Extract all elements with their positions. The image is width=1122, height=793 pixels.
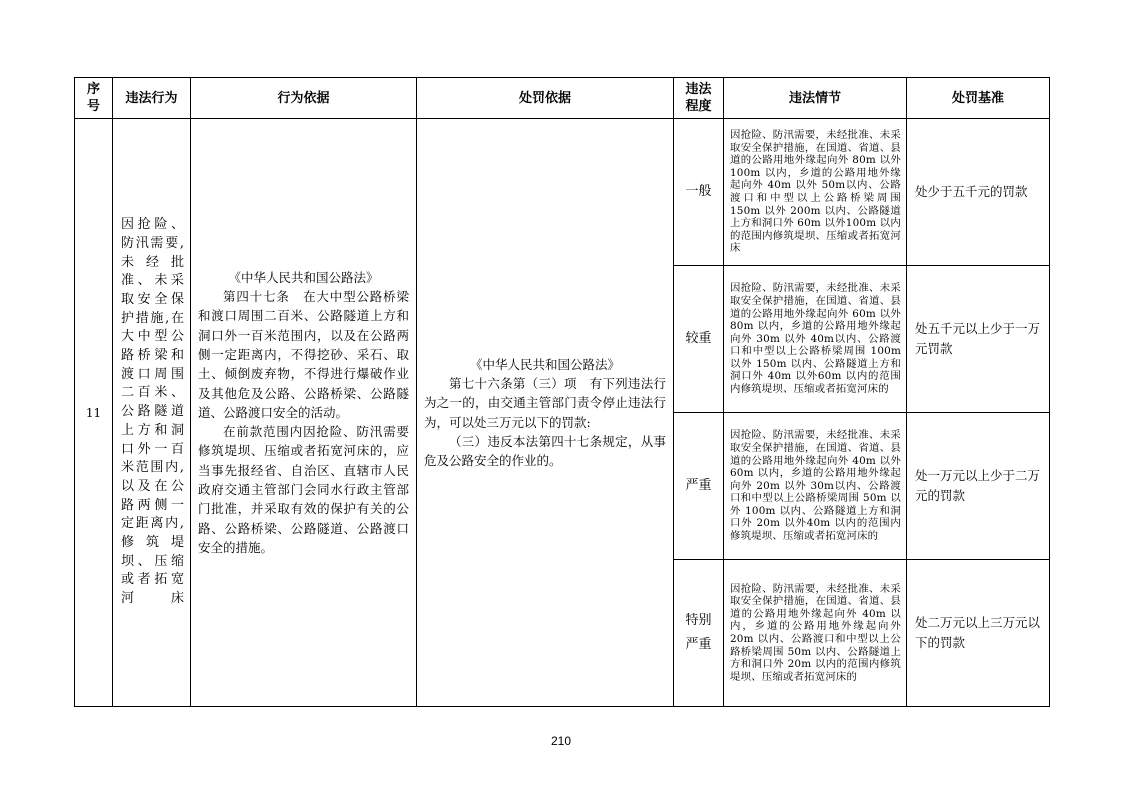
- standard-general: 处少于五千元的罚款: [907, 119, 1050, 266]
- circumstance-severe: 因抢险、防汛需要，未经批准、未采取安全保护措施，在国道、省道、县道的公路用地外缘起向外 40m 以外 60m 以内，乡道的公路用地外缘起向外 20m 以外 30m以内、公路渡口和中型以上公路桥梁周围 50m 以外 100m 以内、公路隧道上方和洞口外 20m 以外40m 以内的范围内修筑堤坝、压缩或者拓宽河床的: [724, 413, 907, 560]
- page-number: 210: [550, 734, 572, 748]
- header-no: 序号: [75, 78, 113, 119]
- header-degree: 违法程度: [674, 78, 724, 119]
- penalty-basis-law: 《中华人民共和国公路法》: [469, 356, 620, 372]
- header-punish: 处罚依据: [417, 78, 674, 119]
- degree-severe: 严重: [674, 413, 724, 560]
- standard-severe: 处一万元以上少于二万元的罚款: [907, 413, 1050, 560]
- table-row: [75, 119, 1050, 266]
- penalty-basis: [417, 119, 674, 707]
- standard-serious: 处五千元以上少于一万元罚款: [907, 266, 1050, 413]
- header-standard: 处罚基准: [907, 78, 1050, 119]
- behavior-basis-law: 《中华人民共和国公路法》: [228, 269, 379, 285]
- circumstance-serious: 因抢险、防汛需要，未经批准、未采取安全保护措施，在国道、省道、县道的公路用地外缘起向外 60m 以外 80m 以内，乡道的公路用地外缘起向外 30m 以外 40m以内、公路渡口和中型以上公路桥梁周围 100m 以外 150m 以内、公路隧道上方和洞口外 40m 以外60m 以内的范围内修筑堤坝、压缩或者拓宽河床的: [724, 266, 907, 413]
- violation-act-text: 因抢险、防汛需要,未经批准、未采取安全保护措施,在大中型公路桥梁和渡口周围二百米、公路隧道上方和洞口外一百米范围内,以及在公路两侧一定距离内,修筑堤坝、压缩或者拓宽河床: [121, 217, 184, 607]
- header-basis: 行为依据: [191, 78, 417, 119]
- behavior-basis: [191, 119, 417, 707]
- violation-act: [113, 119, 191, 707]
- standard-especially-severe: 处二万元以上三万元以下的罚款: [907, 560, 1050, 707]
- behavior-basis-article: 第四十七条 在大中型公路桥梁和渡口周围二百米、公路隧道上方和洞口外一百米范围内，以及在公路两侧一定距离内，不得挖砂、采石、取土、倾倒废弃物，不得进行爆破作业及其他危及公路、公路桥梁、公路隧道、公路渡口安全的活动。: [198, 289, 409, 420]
- degree-general: 一般: [674, 119, 724, 266]
- header-circumstance: 违法情节: [724, 78, 907, 119]
- circumstance-general: 因抢险、防汛需要，未经批准、未采取安全保护措施，在国道、省道、县道的公路用地外缘起向外 80m 以外 100m 以内，乡道的公路用地外缘起向外 40m 以外 50m以内、公路渡口和中型以上公路桥梁周围 150m 以外 200m 以内、公路隧道上方和洞口外 60m 以外100m 以内的范围内修筑堤坝、压缩或者拓宽河床: [724, 119, 907, 266]
- circumstance-especially-severe: 因抢险、防汛需要，未经批准、未采取安全保护措施，在国道、省道、县道的公路用地外缘起向外 40m 以内，乡道的公路用地外缘起向外 20m 以内、公路渡口和中型以上公路桥梁周围 50m 以内、公路隧道上方和洞口外 20m 以内的范围内修筑堤坝、压缩或者拓宽河床的: [724, 560, 907, 707]
- degree-serious: 较重: [674, 266, 724, 413]
- row-number: 11: [75, 119, 113, 707]
- header-act: 违法行为: [113, 78, 191, 119]
- behavior-basis-paragraph: 在前款范围内因抢险、防汛需要修筑堤坝、压缩或者拓宽河床的，应当事先报经省、自治区、直辖市人民政府交通主管部门会同水行政主管部门批准，并采取有效的保护有关的公路、公路桥梁、公路隧道、公路渡口安全的措施。: [198, 424, 409, 555]
- penalty-basis-item: （三）违反本法第四十七条规定，从事危及公路安全的作业的。: [424, 433, 666, 469]
- penalty-standard-table: [74, 77, 1050, 707]
- penalty-basis-article: 第七十六条第（三）项 有下列违法行为之一的，由交通主管部门责令停止违法行为，可以处三万元以下的罚款:: [424, 375, 666, 430]
- degree-especially-severe: 特别严重: [674, 560, 724, 707]
- header-row: [75, 78, 1050, 119]
